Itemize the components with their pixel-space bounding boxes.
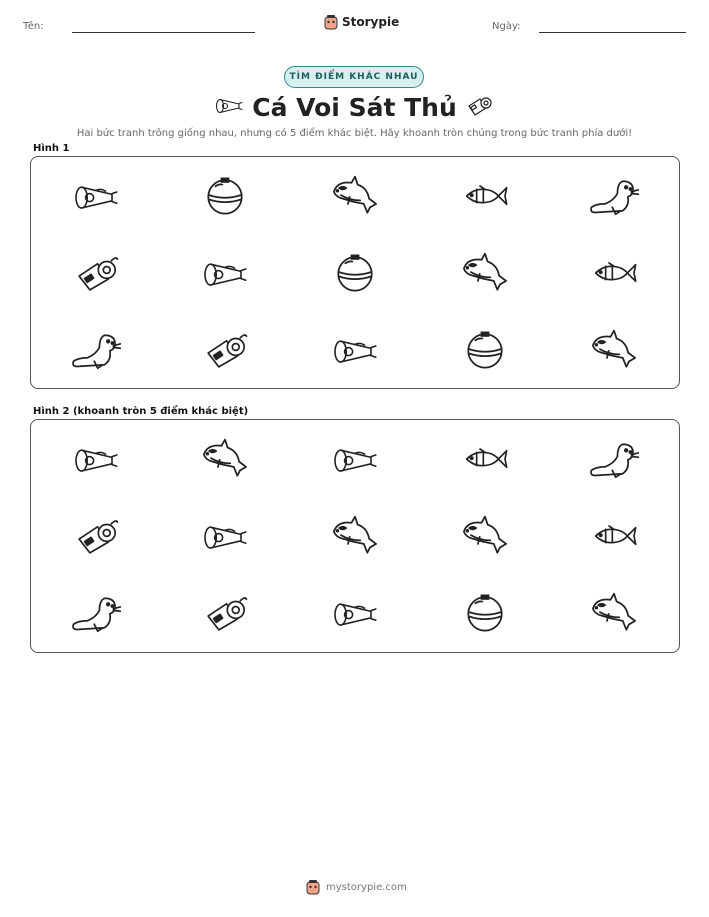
picture1-panel [30, 156, 680, 389]
picture2-cell-2-2[interactable] [161, 497, 291, 574]
buoy-icon [463, 591, 507, 635]
picture1-cell-3-3[interactable] [290, 311, 420, 388]
horn-icon [72, 442, 120, 476]
picture2-cell-2-5[interactable] [549, 497, 679, 574]
orca-icon [198, 437, 252, 481]
horn-icon [331, 442, 379, 476]
name-label: Tên: [23, 21, 44, 32]
buoy-icon [203, 174, 247, 218]
brand-name: Storypie [342, 15, 400, 29]
picture2-cell-1-5[interactable] [549, 420, 679, 497]
horn-icon [201, 519, 249, 553]
picture2-label: Hình 2 (khoanh tròn 5 điểm khác biệt) [33, 406, 249, 417]
picture1-cell-2-4[interactable] [420, 234, 550, 311]
picture2-panel [30, 419, 680, 653]
whistle-icon [464, 92, 494, 118]
seal-icon [70, 591, 122, 635]
whistle-icon [73, 252, 119, 294]
horn-icon [72, 179, 120, 213]
orca-icon [587, 328, 641, 372]
picture2-cell-1-1[interactable] [31, 420, 161, 497]
storypie-mascot-icon [324, 14, 338, 30]
date-line[interactable] [539, 32, 686, 33]
picture2-cell-3-1[interactable] [31, 575, 161, 652]
picture2-cell-3-4[interactable] [420, 575, 550, 652]
fish-icon [589, 258, 639, 288]
picture2-cell-1-2[interactable] [161, 420, 291, 497]
date-label: Ngày: [492, 21, 521, 32]
name-line[interactable] [72, 32, 255, 33]
picture1-cell-1-5[interactable] [549, 157, 679, 234]
picture1-cell-1-1[interactable] [31, 157, 161, 234]
picture2-cell-2-4[interactable] [420, 497, 550, 574]
picture1-label: Hình 1 [33, 143, 70, 154]
activity-badge: TÌM ĐIỂM KHÁC NHAU [284, 66, 424, 88]
picture2-cell-1-3[interactable] [290, 420, 420, 497]
buoy-icon [333, 251, 377, 295]
storypie-mascot-icon [306, 879, 320, 895]
picture2-cell-1-4[interactable] [420, 420, 550, 497]
picture1-grid [31, 157, 679, 388]
picture1-cell-2-3[interactable] [290, 234, 420, 311]
seal-icon [588, 437, 640, 481]
picture1-cell-3-4[interactable] [420, 311, 550, 388]
picture2-cell-3-2[interactable] [161, 575, 291, 652]
picture1-cell-3-1[interactable] [31, 311, 161, 388]
orca-icon [587, 591, 641, 635]
orca-icon [328, 174, 382, 218]
picture1-cell-2-1[interactable] [31, 234, 161, 311]
whistle-icon [202, 329, 248, 371]
whistle-icon [202, 592, 248, 634]
picture1-cell-3-2[interactable] [161, 311, 291, 388]
picture2-grid [31, 420, 679, 652]
buoy-icon [463, 328, 507, 372]
footer-url[interactable]: mystorypie.com [326, 881, 407, 893]
fish-icon [589, 521, 639, 551]
picture2-cell-3-5[interactable] [549, 575, 679, 652]
picture2-cell-2-1[interactable] [31, 497, 161, 574]
picture1-cell-1-2[interactable] [161, 157, 291, 234]
fish-icon [460, 181, 510, 211]
fish-icon [460, 444, 510, 474]
orca-icon [458, 514, 512, 558]
horn-icon [201, 256, 249, 290]
picture1-cell-2-2[interactable] [161, 234, 291, 311]
orca-icon [328, 514, 382, 558]
horn-icon [331, 596, 379, 630]
picture1-cell-1-3[interactable] [290, 157, 420, 234]
page-title: Cá Voi Sát Thủ [252, 93, 457, 122]
picture1-cell-2-5[interactable] [549, 234, 679, 311]
picture2-cell-3-3[interactable] [290, 575, 420, 652]
seal-icon [588, 174, 640, 218]
whistle-icon [73, 515, 119, 557]
instructions: Hai bức tranh trông giống nhau, nhưng có 5 điểm khác biệt. Hãy khoanh tròn chúng trong bức tranh phía dưới! [76, 128, 633, 139]
picture1-cell-1-4[interactable] [420, 157, 550, 234]
brand-logo [324, 14, 399, 30]
seal-icon [70, 328, 122, 372]
picture2-cell-2-3[interactable] [290, 497, 420, 574]
picture1-cell-3-5[interactable] [549, 311, 679, 388]
horn-icon [331, 333, 379, 367]
footer [306, 879, 407, 895]
orca-icon [458, 251, 512, 295]
